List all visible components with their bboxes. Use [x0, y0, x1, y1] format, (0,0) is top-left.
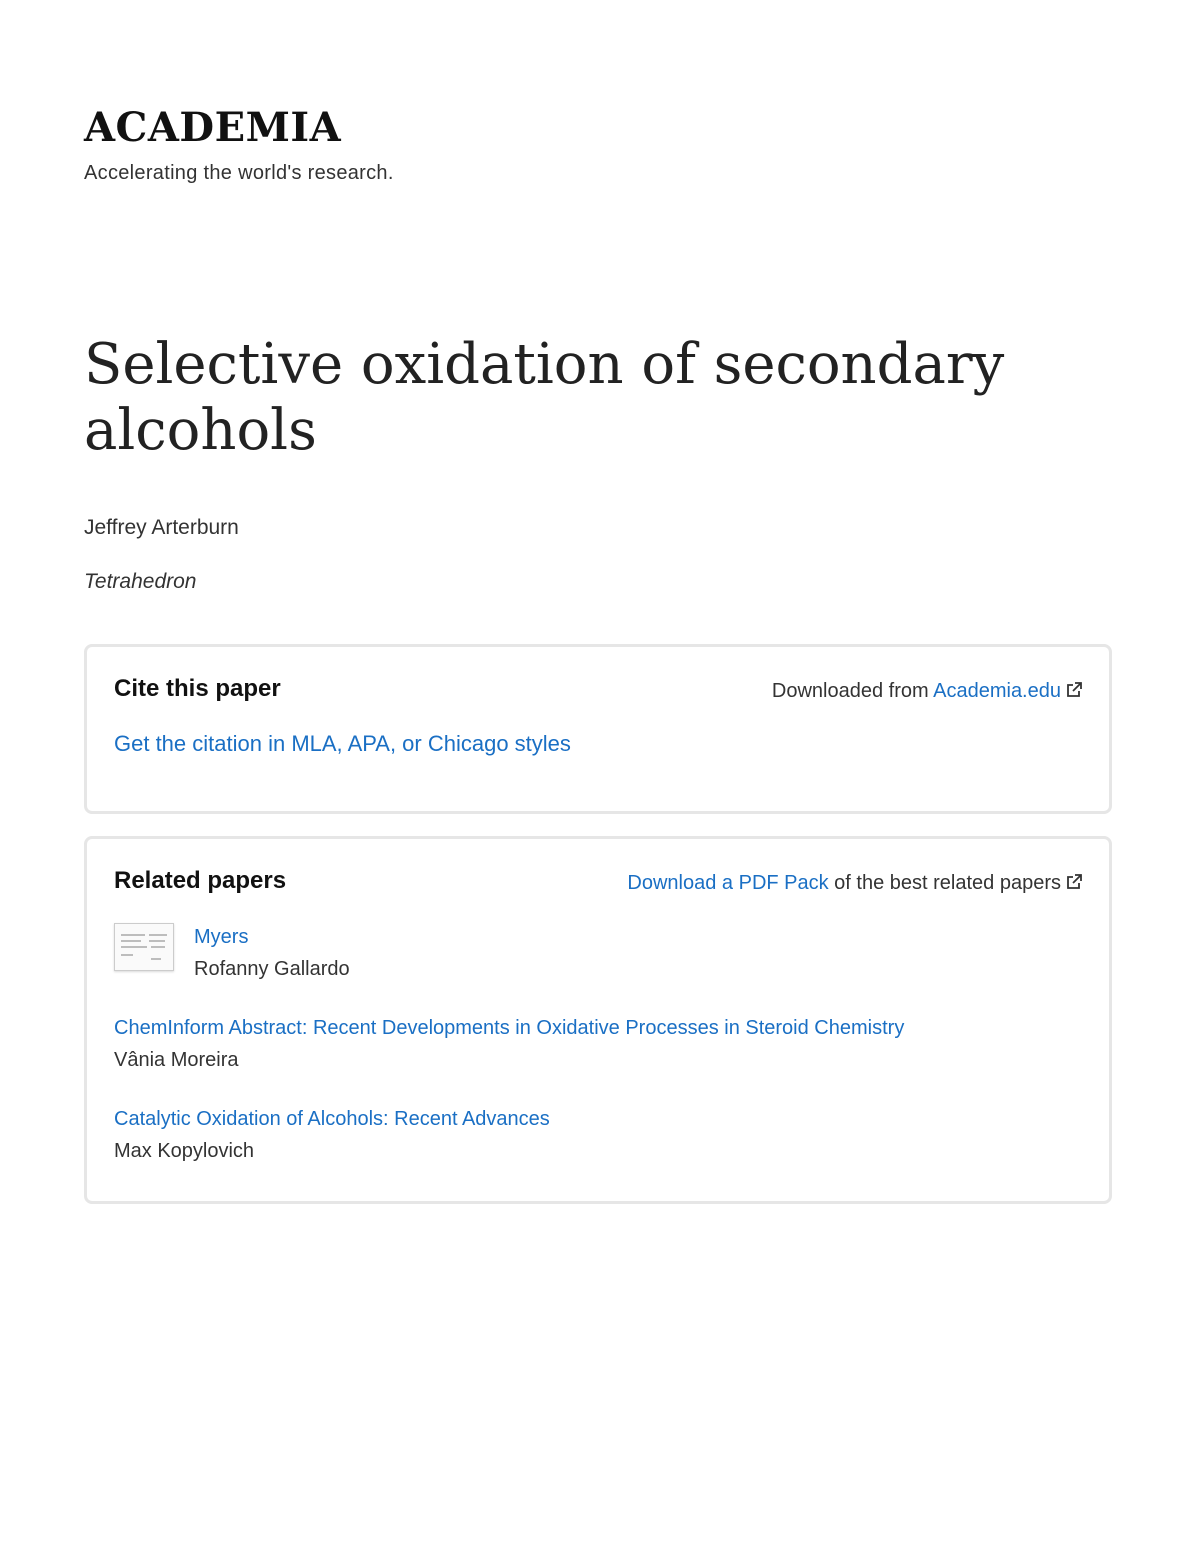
- related-item-title[interactable]: ChemInform Abstract: Recent Developments in Oxidative Processes in Steroid Chemistry: [114, 1017, 905, 1039]
- downloaded-prefix: Downloaded from: [771, 680, 934, 702]
- paper-title: Selective oxidation of secondary alcohols: [84, 332, 1005, 463]
- cite-card: [84, 644, 1112, 814]
- academia-edu-link[interactable]: Academia.edu: [933, 680, 1061, 702]
- related-item-title[interactable]: Catalytic Oxidation of Alcohols: Recent Advances: [114, 1108, 550, 1130]
- get-citation-link[interactable]: Get the citation in MLA, APA, or Chicago styles: [114, 731, 571, 756]
- paper-author: Jeffrey Arterburn: [84, 516, 239, 539]
- pdf-pack-suffix: of the best related papers: [828, 872, 1061, 894]
- academia-logo[interactable]: ACADEMIA: [84, 104, 342, 151]
- related-item: [114, 1014, 904, 1074]
- pdf-pack: [627, 872, 1083, 895]
- external-link-icon[interactable]: [1065, 681, 1083, 699]
- paper-journal: Tetrahedron: [84, 570, 197, 593]
- downloaded-from: [772, 680, 1083, 703]
- cite-heading: Cite this paper: [114, 675, 281, 702]
- related-item: [194, 923, 350, 983]
- paper-thumbnail[interactable]: [114, 923, 174, 971]
- related-papers-card: [84, 836, 1112, 1204]
- external-link-icon[interactable]: [1065, 873, 1083, 891]
- related-item: [114, 1105, 550, 1165]
- download-pdf-pack-link[interactable]: Download a PDF Pack: [627, 872, 829, 894]
- related-item-author: Rofanny Gallardo: [194, 958, 350, 980]
- related-heading: Related papers: [114, 867, 287, 894]
- tagline: Accelerating the world's research.: [84, 162, 394, 184]
- related-item-author: Vânia Moreira: [114, 1049, 239, 1071]
- related-item-author: Max Kopylovich: [114, 1140, 255, 1162]
- related-item-title[interactable]: Myers: [194, 926, 249, 948]
